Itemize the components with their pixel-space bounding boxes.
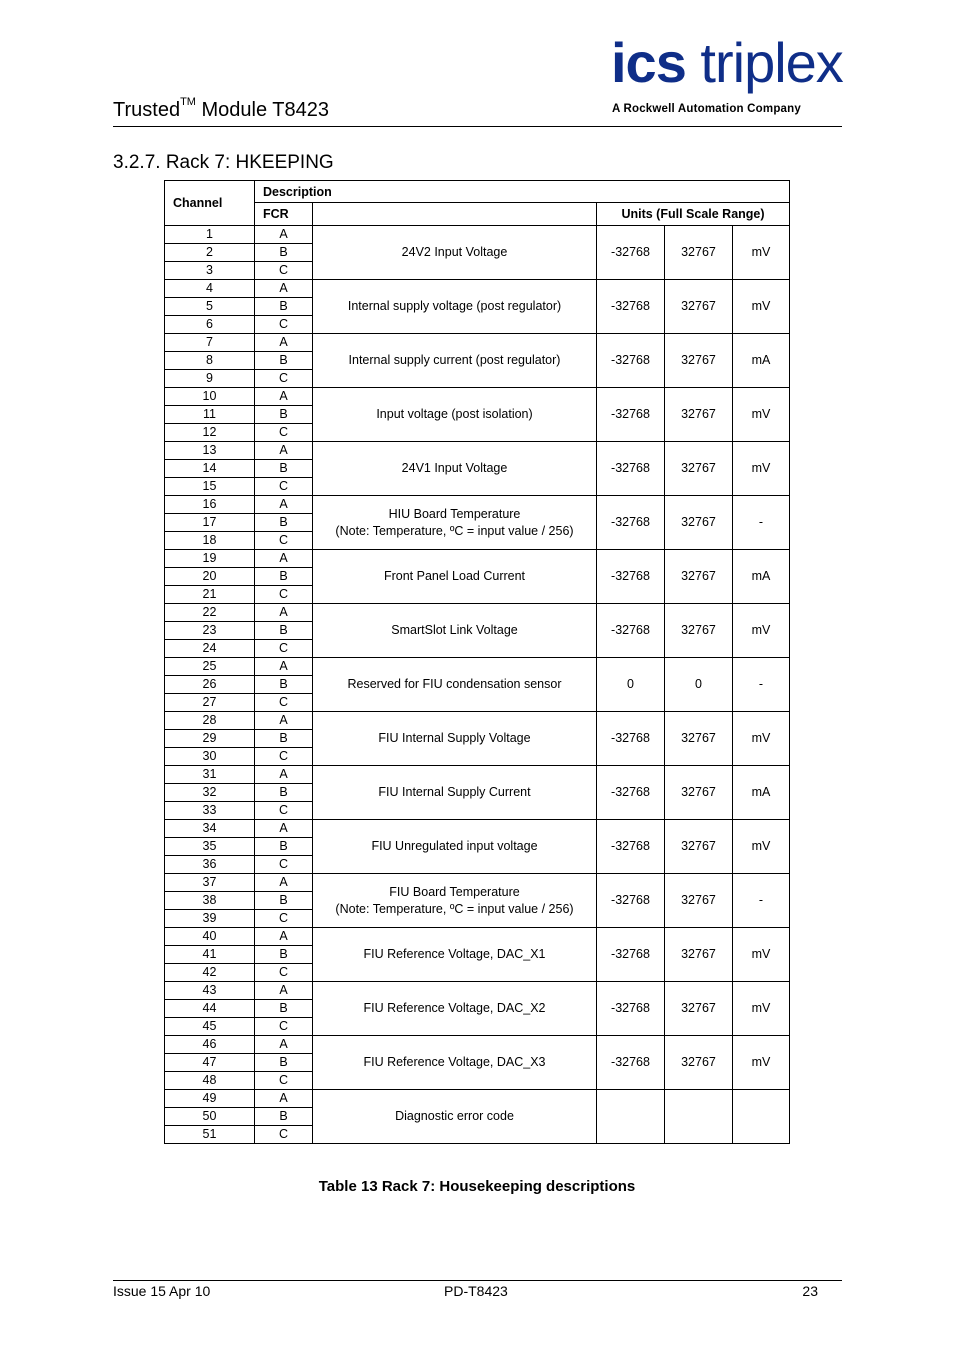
range-min-cell: -32768 <box>597 280 665 334</box>
range-min-cell: -32768 <box>597 874 665 928</box>
channel-cell: 33 <box>165 802 255 820</box>
channel-cell: 20 <box>165 568 255 586</box>
fcr-cell: C <box>255 910 313 928</box>
fcr-cell: C <box>255 586 313 604</box>
channel-cell: 5 <box>165 298 255 316</box>
description-line: (Note: Temperature, ºC = input value / 256) <box>335 523 574 538</box>
range-min-cell: -32768 <box>597 496 665 550</box>
channel-cell: 37 <box>165 874 255 892</box>
table-row <box>165 280 790 298</box>
fcr-cell: B <box>255 1000 313 1018</box>
description-line: Front Panel Load Current <box>383 569 526 583</box>
table-row <box>165 658 790 676</box>
channel-cell: 23 <box>165 622 255 640</box>
description-cell <box>313 1036 597 1090</box>
fcr-cell: C <box>255 532 313 550</box>
fcr-cell: C <box>255 694 313 712</box>
range-max-cell: 0 <box>665 658 733 712</box>
fcr-cell: C <box>255 424 313 442</box>
description-line: Input voltage (post isolation) <box>376 407 533 421</box>
header-channel: Channel <box>165 181 255 226</box>
description-line: FIU Internal Supply Voltage <box>378 731 531 745</box>
trademark-sup: TM <box>180 96 196 108</box>
footer-doc-id: PD-T8423 <box>444 1283 508 1299</box>
table-row <box>165 766 790 784</box>
description-cell <box>313 928 597 982</box>
channel-cell: 21 <box>165 586 255 604</box>
fcr-cell: B <box>255 406 313 424</box>
header-divider <box>113 126 842 127</box>
channel-cell: 1 <box>165 226 255 244</box>
unit-cell <box>733 1090 790 1144</box>
fcr-cell: A <box>255 442 313 460</box>
description-cell <box>313 658 597 712</box>
unit-cell: mV <box>733 1036 790 1090</box>
table-row <box>165 820 790 838</box>
fcr-cell: B <box>255 514 313 532</box>
channel-cell: 25 <box>165 658 255 676</box>
range-max-cell: 32767 <box>665 982 733 1036</box>
range-min-cell: -32768 <box>597 334 665 388</box>
document-title <box>113 96 330 122</box>
fcr-cell: B <box>255 730 313 748</box>
fcr-cell: B <box>255 622 313 640</box>
logo-ics: ics <box>611 31 686 94</box>
fcr-cell: A <box>255 226 313 244</box>
channel-cell: 8 <box>165 352 255 370</box>
channel-cell: 50 <box>165 1108 255 1126</box>
unit-cell: mV <box>733 604 790 658</box>
table-row <box>165 928 790 946</box>
channel-cell: 4 <box>165 280 255 298</box>
range-max-cell: 32767 <box>665 388 733 442</box>
channel-cell: 22 <box>165 604 255 622</box>
description-line: Internal supply voltage (post regulator) <box>347 299 562 313</box>
range-max-cell: 32767 <box>665 604 733 658</box>
table-row <box>165 496 790 514</box>
fcr-cell: B <box>255 1108 313 1126</box>
range-min-cell: -32768 <box>597 820 665 874</box>
channel-cell: 7 <box>165 334 255 352</box>
range-max-cell: 32767 <box>665 550 733 604</box>
channel-cell: 11 <box>165 406 255 424</box>
range-min-cell: -32768 <box>597 982 665 1036</box>
fcr-cell: C <box>255 478 313 496</box>
description-cell <box>313 982 597 1036</box>
channel-cell: 41 <box>165 946 255 964</box>
range-min-cell: -32768 <box>597 550 665 604</box>
range-min-cell: -32768 <box>597 442 665 496</box>
range-max-cell: 32767 <box>665 442 733 496</box>
unit-cell: - <box>733 658 790 712</box>
range-max-cell: 32767 <box>665 766 733 820</box>
channel-cell: 3 <box>165 262 255 280</box>
fcr-cell: C <box>255 370 313 388</box>
fcr-cell: A <box>255 550 313 568</box>
footer-page-number: 23 <box>802 1283 818 1299</box>
fcr-cell: B <box>255 568 313 586</box>
channel-cell: 39 <box>165 910 255 928</box>
description-cell <box>313 226 597 280</box>
unit-cell: mA <box>733 766 790 820</box>
range-min-cell: 0 <box>597 658 665 712</box>
title-suffix: Module T8423 <box>195 99 330 121</box>
fcr-cell: C <box>255 316 313 334</box>
channel-cell: 43 <box>165 982 255 1000</box>
fcr-cell: A <box>255 658 313 676</box>
fcr-cell: C <box>255 802 313 820</box>
description-line: SmartSlot Link Voltage <box>391 623 518 637</box>
fcr-cell: A <box>255 820 313 838</box>
title-prefix: Trusted <box>113 99 181 121</box>
channel-cell: 48 <box>165 1072 255 1090</box>
unit-cell: mV <box>733 820 790 874</box>
channel-cell: 40 <box>165 928 255 946</box>
fcr-cell: A <box>255 280 313 298</box>
description-cell <box>313 388 597 442</box>
fcr-cell: C <box>255 964 313 982</box>
channel-cell: 10 <box>165 388 255 406</box>
table-row <box>165 388 790 406</box>
range-max-cell: 32767 <box>665 820 733 874</box>
channel-cell: 13 <box>165 442 255 460</box>
header-units: Units (Full Scale Range) <box>597 203 790 226</box>
logo-triplex: triplex <box>685 31 843 94</box>
fcr-cell: B <box>255 298 313 316</box>
channel-cell: 46 <box>165 1036 255 1054</box>
range-min-cell: -32768 <box>597 226 665 280</box>
range-min-cell <box>597 1090 665 1144</box>
range-min-cell: -32768 <box>597 712 665 766</box>
fcr-cell: B <box>255 946 313 964</box>
channel-cell: 35 <box>165 838 255 856</box>
channel-cell: 15 <box>165 478 255 496</box>
section-heading: 3.2.7. Rack 7: HKEEPING <box>113 152 334 173</box>
table-row <box>165 334 790 352</box>
unit-cell: mA <box>733 334 790 388</box>
channel-cell: 36 <box>165 856 255 874</box>
fcr-cell: A <box>255 712 313 730</box>
company-logo <box>611 31 843 122</box>
channel-cell: 24 <box>165 640 255 658</box>
channel-cell: 17 <box>165 514 255 532</box>
channel-cell: 16 <box>165 496 255 514</box>
channel-cell: 44 <box>165 1000 255 1018</box>
channel-cell: 38 <box>165 892 255 910</box>
channel-cell: 26 <box>165 676 255 694</box>
description-line: FIU Reference Voltage, DAC_X2 <box>363 1001 546 1015</box>
unit-cell: - <box>733 496 790 550</box>
unit-cell: mA <box>733 550 790 604</box>
table-row <box>165 874 790 892</box>
description-line: FIU Reference Voltage, DAC_X1 <box>363 947 546 961</box>
fcr-cell: B <box>255 892 313 910</box>
footer-issue: Issue 15 Apr 10 <box>113 1283 211 1299</box>
unit-cell: - <box>733 874 790 928</box>
description-cell <box>313 1090 597 1144</box>
range-max-cell: 32767 <box>665 1036 733 1090</box>
description-line: Reserved for FIU condensation sensor <box>347 677 562 691</box>
channel-cell: 49 <box>165 1090 255 1108</box>
channel-cell: 47 <box>165 1054 255 1072</box>
description-cell <box>313 712 597 766</box>
unit-cell: mV <box>733 712 790 766</box>
fcr-cell: A <box>255 496 313 514</box>
description-cell <box>313 334 597 388</box>
table-row <box>165 982 790 1000</box>
header-blank <box>313 203 597 226</box>
channel-cell: 6 <box>165 316 255 334</box>
range-min-cell: -32768 <box>597 766 665 820</box>
channel-cell: 51 <box>165 1126 255 1144</box>
channel-cell: 28 <box>165 712 255 730</box>
fcr-cell: C <box>255 262 313 280</box>
range-max-cell: 32767 <box>665 712 733 766</box>
description-line: 24V2 Input Voltage <box>401 245 508 259</box>
range-max-cell: 32767 <box>665 496 733 550</box>
channel-cell: 27 <box>165 694 255 712</box>
footer-divider <box>113 1280 842 1281</box>
fcr-cell: A <box>255 874 313 892</box>
range-min-cell: -32768 <box>597 1036 665 1090</box>
fcr-cell: A <box>255 928 313 946</box>
fcr-cell: A <box>255 766 313 784</box>
channel-cell: 32 <box>165 784 255 802</box>
unit-cell: mV <box>733 226 790 280</box>
fcr-cell: A <box>255 1090 313 1108</box>
range-max-cell: 32767 <box>665 334 733 388</box>
fcr-cell: C <box>255 1018 313 1036</box>
description-line: FIU Unregulated input voltage <box>371 839 538 853</box>
fcr-cell: B <box>255 838 313 856</box>
description-line: Diagnostic error code <box>395 1109 514 1123</box>
fcr-cell: B <box>255 1054 313 1072</box>
header-description: Description <box>255 181 790 203</box>
description-cell <box>313 442 597 496</box>
fcr-cell: C <box>255 1126 313 1144</box>
channel-cell: 12 <box>165 424 255 442</box>
channel-cell: 42 <box>165 964 255 982</box>
unit-cell: mV <box>733 928 790 982</box>
table-row <box>165 1036 790 1054</box>
channel-cell: 9 <box>165 370 255 388</box>
unit-cell: mV <box>733 442 790 496</box>
unit-cell: mV <box>733 982 790 1036</box>
range-min-cell: -32768 <box>597 388 665 442</box>
description-cell <box>313 604 597 658</box>
fcr-cell: B <box>255 244 313 262</box>
description-line: HIU Board Temperature <box>388 506 521 521</box>
description-line: FIU Internal Supply Current <box>378 785 531 799</box>
range-max-cell: 32767 <box>665 226 733 280</box>
channel-cell: 29 <box>165 730 255 748</box>
fcr-cell: A <box>255 982 313 1000</box>
fcr-cell: A <box>255 388 313 406</box>
fcr-cell: C <box>255 856 313 874</box>
table-caption: Table 13 Rack 7: Housekeeping descriptions <box>318 1178 636 1195</box>
table-row <box>165 442 790 460</box>
description-line: Internal supply current (post regulator) <box>348 353 561 367</box>
range-max-cell: 32767 <box>665 874 733 928</box>
channel-cell: 18 <box>165 532 255 550</box>
description-line: FIU Reference Voltage, DAC_X3 <box>363 1055 546 1069</box>
description-line: (Note: Temperature, ºC = input value / 256) <box>335 901 574 916</box>
description-cell <box>313 820 597 874</box>
description-line: FIU Board Temperature <box>389 884 520 899</box>
table-row <box>165 550 790 568</box>
fcr-cell: B <box>255 784 313 802</box>
description-cell <box>313 550 597 604</box>
description-line: 24V1 Input Voltage <box>401 461 508 475</box>
description-cell <box>313 280 597 334</box>
range-min-cell: -32768 <box>597 604 665 658</box>
fcr-cell: C <box>255 640 313 658</box>
range-max-cell: 32767 <box>665 280 733 334</box>
table-row <box>165 604 790 622</box>
channel-cell: 45 <box>165 1018 255 1036</box>
unit-cell: mV <box>733 280 790 334</box>
description-cell <box>313 496 597 550</box>
range-min-cell: -32768 <box>597 928 665 982</box>
table-row <box>165 226 790 244</box>
channel-cell: 14 <box>165 460 255 478</box>
unit-cell: mV <box>733 388 790 442</box>
range-max-cell <box>665 1090 733 1144</box>
fcr-cell: A <box>255 1036 313 1054</box>
range-max-cell: 32767 <box>665 928 733 982</box>
housekeeping-table <box>164 180 790 1144</box>
fcr-cell: C <box>255 1072 313 1090</box>
fcr-cell: A <box>255 604 313 622</box>
fcr-cell: A <box>255 334 313 352</box>
logo-wordmark <box>611 30 843 95</box>
logo-tagline: A Rockwell Automation Company <box>612 103 801 115</box>
table-row <box>165 712 790 730</box>
description-cell <box>313 874 597 928</box>
channel-cell: 2 <box>165 244 255 262</box>
description-cell <box>313 766 597 820</box>
fcr-cell: B <box>255 676 313 694</box>
fcr-cell: B <box>255 352 313 370</box>
table-row <box>165 1090 790 1108</box>
channel-cell: 31 <box>165 766 255 784</box>
header-fcr: FCR <box>255 203 313 226</box>
channel-cell: 34 <box>165 820 255 838</box>
channel-cell: 19 <box>165 550 255 568</box>
fcr-cell: C <box>255 748 313 766</box>
fcr-cell: B <box>255 460 313 478</box>
channel-cell: 30 <box>165 748 255 766</box>
